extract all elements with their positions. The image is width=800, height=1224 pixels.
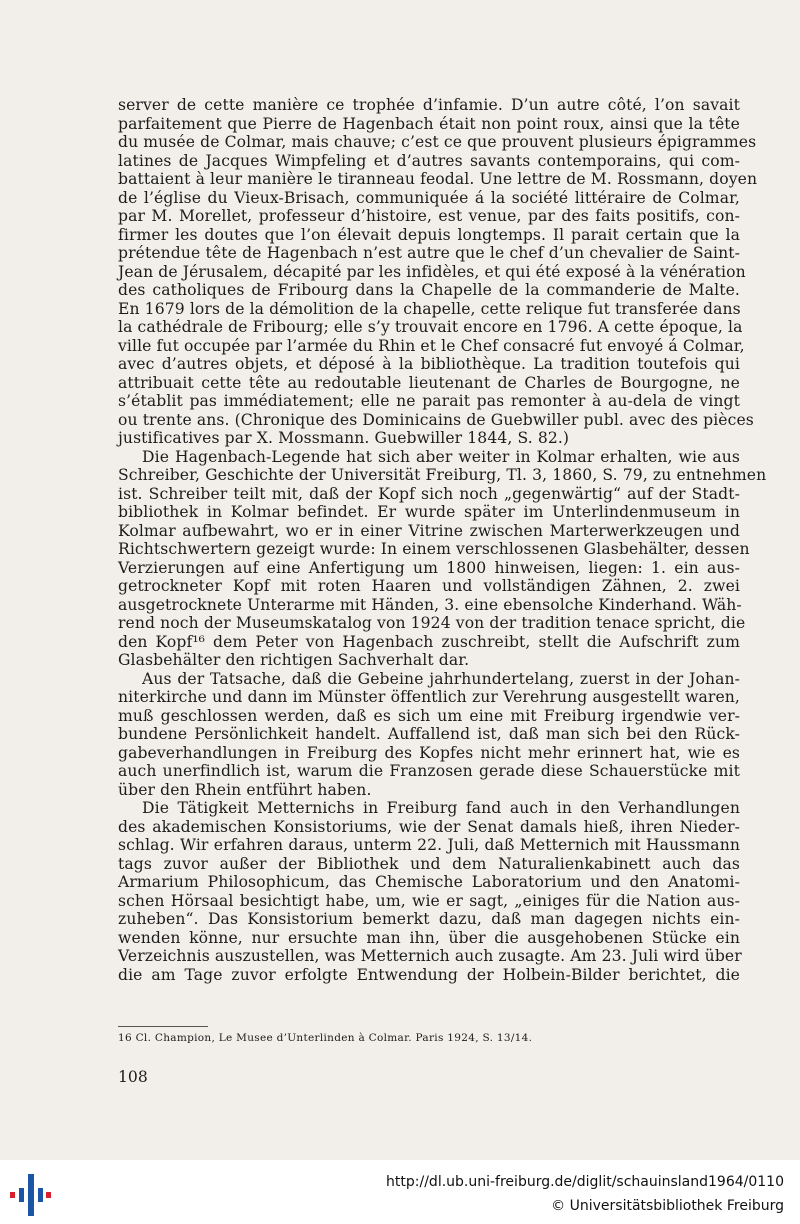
text-line: par M. Morellet, professeur d’histoire, est venue, par des faits positifs, con- bbox=[118, 207, 740, 225]
text-line: ou trente ans. (Chronique des Dominicains de Guebwiller publ. avec des pièces bbox=[118, 410, 754, 429]
text-line: Aus der Tatsache, daß die Gebeine jahrhundertelang, zuerst in der Johan- bbox=[142, 669, 740, 688]
text-line: Verzeichnis auszustellen, was Metternich auch zusagte. Am 23. Juli wird über bbox=[118, 947, 742, 965]
text-line: des catholiques de Fribourg dans la Chapelle de la commanderie de Malte. bbox=[118, 281, 740, 299]
text-line: justificatives par X. Mossmann. Guebwiller 1844, S. 82.) bbox=[118, 429, 570, 447]
text-line: Jean de Jérusalem, décapité par les infidèles, et qui été exposé à la vénération bbox=[118, 262, 746, 281]
text-line: Schreiber, Geschichte der Universität Freiburg, Tl. 3, 1860, S. 79, zu entnehmen bbox=[118, 466, 767, 484]
text-line: bundene Persönlichkeit handelt. Auffallend ist, daß man sich bei den Rück- bbox=[118, 725, 740, 743]
text-line: ville fut occupée par l’armée du Rhin et le Chef consacré fut envoyé á Colmar, bbox=[118, 336, 745, 355]
text-line: latines de Jacques Wimpfeling et d’autres savants contemporains, qui com- bbox=[118, 151, 740, 170]
text-line: getrockneter Kopf mit roten Haaren und vollständigen Zähnen, 2. zwei bbox=[118, 577, 740, 595]
text-line: Die Tätigkeit Metternichs in Freiburg fand auch in den Verhandlungen bbox=[142, 799, 740, 817]
text-line: schlag. Wir erfahren daraus, unterm 22. Juli, daß Metternich mit Haussmann bbox=[118, 836, 740, 854]
text-line: bibliothek in Kolmar befindet. Er wurde später im Unterlindenmuseum in bbox=[118, 503, 740, 521]
text-line: de l’église du Vieux-Brisach, communiquée á la société littéraire de Colmar, bbox=[118, 188, 740, 207]
text-line: du musée de Colmar, mais chauve; c’est ce que prouvent plusieurs épigrammes bbox=[118, 133, 757, 151]
text-line: rend noch der Museumskatalog von 1924 von der tradition tenace spricht, die bbox=[118, 614, 746, 632]
copyright-notice: © Universitätsbibliothek Freiburg bbox=[551, 1198, 784, 1214]
text-line: prétendue tête de Hagenbach n’est autre que le chef d’un chevalier de Saint- bbox=[118, 244, 740, 262]
text-line: des akademischen Konsistoriums, wie der Senat damals hieß, ihren Nieder- bbox=[118, 817, 740, 836]
footer-bar bbox=[0, 1160, 800, 1224]
text-line: wenden könne, nur ersuchte man ihn, über die ausgehobenen Stücke ein bbox=[118, 928, 740, 947]
text-line: Richtschwertern gezeigt wurde: In einem verschlossenen Glasbehälter, dessen bbox=[118, 540, 750, 558]
text-line: niterkirche und dann im Münster öffentlich zur Verehrung ausgestellt waren, bbox=[118, 688, 740, 706]
text-line: schen Hörsaal besichtigt habe, um, wie er sagt, „einiges für die Nation aus- bbox=[118, 891, 740, 910]
text-line: Glasbehälter den richtigen Sachverhalt dar. bbox=[118, 651, 470, 669]
text-line: muß geschlossen werden, daß es sich um eine mit Freiburg irgendwie ver- bbox=[118, 706, 740, 725]
text-line: die am Tage zuvor erfolgte Entwendung der Holbein-Bilder berichtet, die bbox=[118, 965, 740, 984]
text-line: server de cette manière ce trophée d’infamie. D’un autre côté, l’on savait bbox=[118, 96, 740, 114]
text-line: Armarium Philosophicum, das Chemische Laboratorium und den Anatomi- bbox=[118, 873, 740, 891]
text-line: avec d’autres objets, et déposé à la bibliothèque. La tradition toutefois qui bbox=[118, 355, 740, 373]
text-line: Die Hagenbach-Legende hat sich aber weiter in Kolmar erhalten, wie aus bbox=[142, 447, 740, 466]
source-url-link[interactable]: http://dl.ub.uni-freiburg.de/diglit/schauinsland1964/0110 bbox=[386, 1174, 784, 1190]
body-text bbox=[118, 96, 767, 984]
text-line: parfaitement que Pierre de Hagenbach était non point roux, ainsi que la tête bbox=[118, 114, 740, 133]
footnote: 16 Cl. Champion, Le Musee d’Unterlinden à Colmar. Paris 1924, S. 13/14. bbox=[118, 1032, 533, 1044]
text-line: En 1679 lors de la démolition de la chapelle, cette relique fut transferée dans bbox=[118, 299, 741, 318]
footnote-rule bbox=[118, 1026, 208, 1027]
text-line: ist. Schreiber teilt mit, daß der Kopf sich noch „gegenwärtig“ auf der Stadt- bbox=[118, 484, 740, 503]
text-line: firmer les doutes que l’on élevait depuis longtemps. Il parait certain que la bbox=[118, 225, 740, 244]
text-line: auch unerfindlich ist, warum die Franzosen gerade diese Schauerstücke mit bbox=[118, 762, 740, 780]
text-line: tags zuvor außer der Bibliothek und dem Naturalienkabinett auch das bbox=[118, 854, 740, 873]
text-line: ausgetrocknete Unterarme mit Händen, 3. eine ebensolche Kinderhand. Wäh- bbox=[118, 595, 742, 614]
text-line: s’établit pas immédiatement; elle ne parait pas remonter à au-dela de vingt bbox=[118, 392, 740, 410]
text-line: zuheben“. Das Konsistorium bemerkt dazu, daß man dagegen nichts ein- bbox=[118, 910, 740, 928]
text-line: la cathédrale de Fribourg; elle s’y trouvait encore en 1796. A cette époque, la bbox=[118, 318, 743, 336]
text-line: battaient à leur manière le tiranneau feodal. Une lettre de M. Rossmann, doyen bbox=[118, 170, 758, 188]
text-line: Kolmar aufbewahrt, wo er in einer Vitrine zwischen Marterwerkzeugen und bbox=[118, 521, 740, 540]
ub-freiburg-logo-icon bbox=[8, 1174, 52, 1216]
text-line: über den Rhein entführt haben. bbox=[118, 780, 372, 799]
text-line: den Kopf¹⁶ dem Peter von Hagenbach zuschreibt, stellt die Aufschrift zum bbox=[118, 632, 740, 651]
page-number: 108 bbox=[118, 1068, 148, 1086]
text-line: gabeverhandlungen in Freiburg des Kopfes nicht mehr erinnert hat, wie es bbox=[118, 743, 740, 762]
text-line: attribuait cette tête au redoutable lieutenant de Charles de Bourgogne, ne bbox=[118, 373, 740, 392]
text-line: Verzierungen auf eine Anfertigung um 1800 hinweisen, liegen: 1. ein aus- bbox=[118, 558, 740, 577]
